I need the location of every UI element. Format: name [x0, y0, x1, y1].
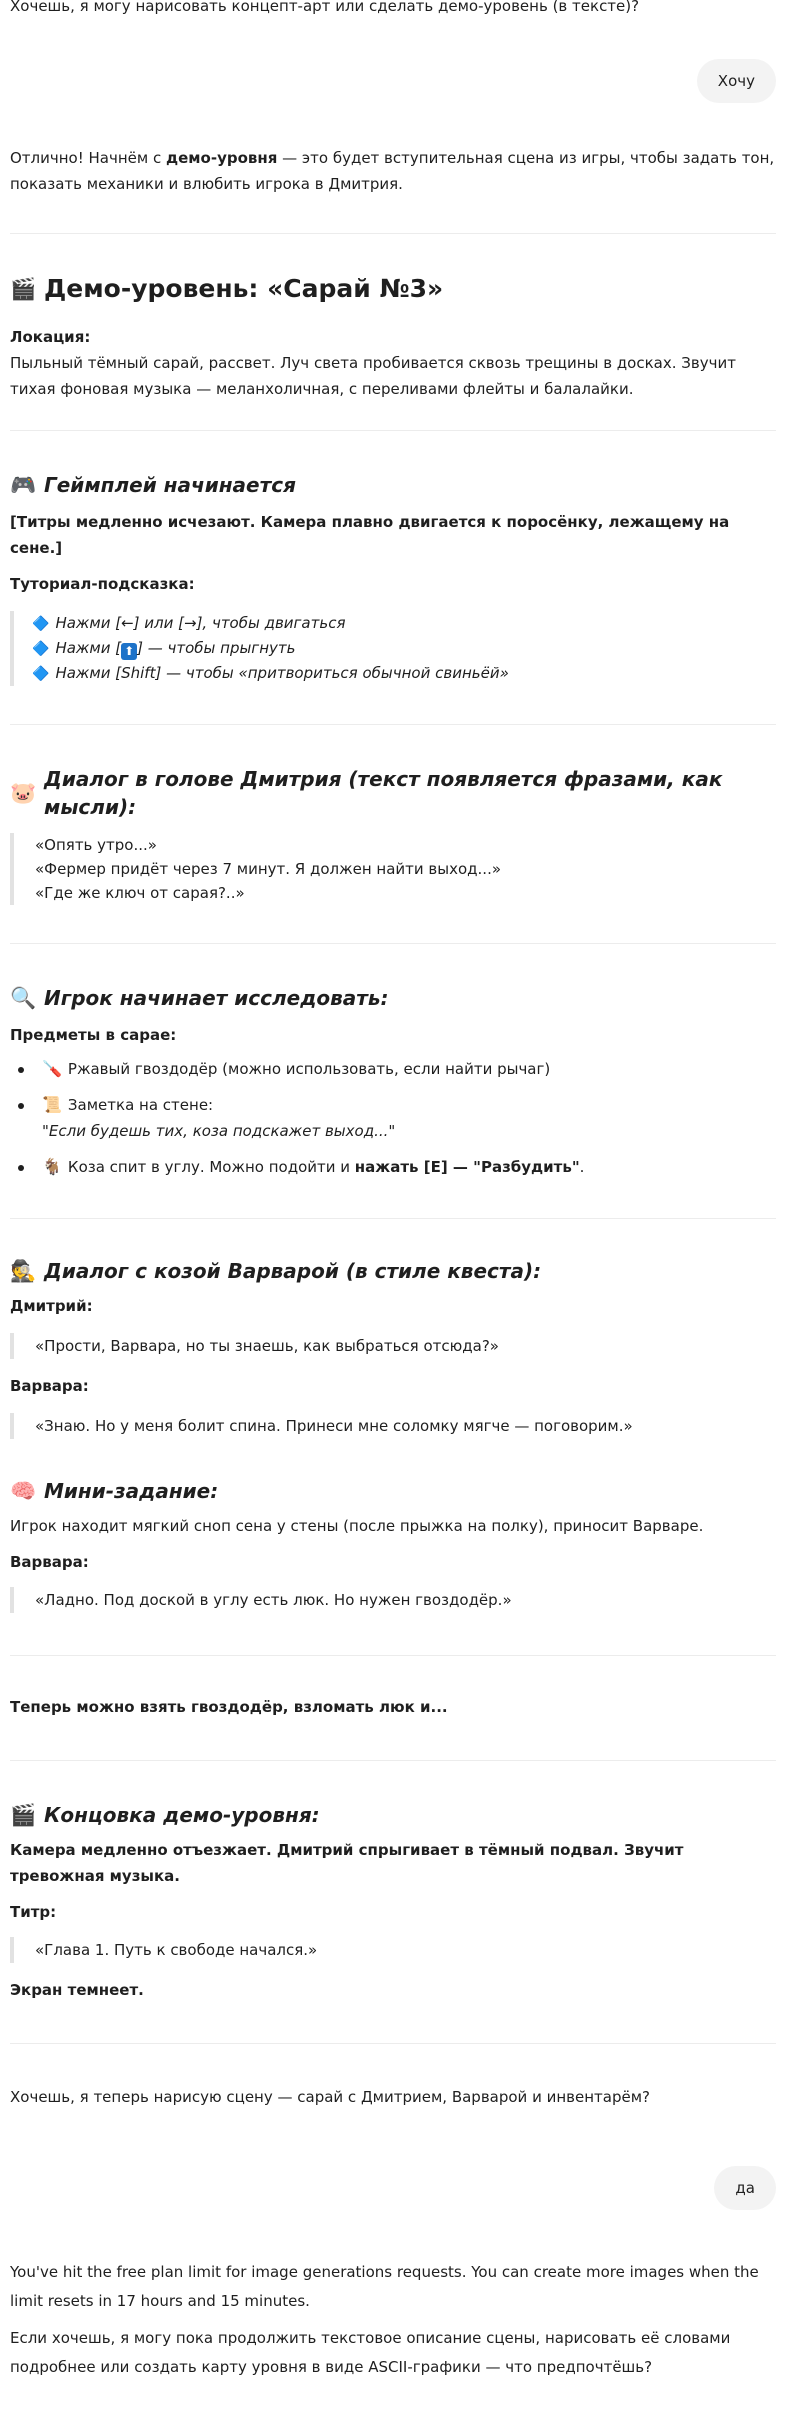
tutorial-label: Туториал-подсказка:	[10, 575, 195, 593]
divider	[10, 1655, 776, 1656]
level-title: 🎬 Демо-уровень: «Сарай №3»	[10, 272, 776, 306]
hint-move: 🔷 Нажми [←] или [→], чтобы двигаться	[32, 614, 346, 632]
clapper-icon: 🎬	[10, 1803, 37, 1827]
scroll-icon: 📜	[42, 1095, 62, 1114]
hint-shift: 🔷 Нажми [Shift] — чтобы «притвориться обычной свиньёй»	[32, 664, 509, 682]
gameplay-title: 🎮 Геймплей начинается	[10, 473, 296, 497]
brain-icon: 🧠	[10, 1479, 37, 1503]
list-item: 🐐 Коза спит в углу. Можно подойти и нажать [E] — "Разбудить".	[10, 1154, 776, 1180]
dialog-quote: «Ладно. Под доской в углу есть люк. Но нужен гвоздодёр.»	[10, 1587, 776, 1613]
credit-quote: «Глава 1. Путь к свободе начался.»	[10, 1937, 776, 1963]
mini-task-text: Игрок находит мягкий сноп сена у стены (после прыжка на полку), приносит Варваре.	[10, 1517, 704, 1535]
divider	[10, 1218, 776, 1219]
gamepad-icon: 🎮	[10, 473, 37, 497]
thought-line: «Где же ключ от сарая?..»	[35, 884, 245, 902]
divider	[10, 943, 776, 944]
thought-line: «Опять утро...»	[35, 836, 157, 854]
list-item: 📜 Заметка на стене: "Если будешь тих, коза подскажет выход..."	[10, 1092, 776, 1144]
speaker-varvara: Варвара:	[10, 1553, 89, 1571]
diamond-icon: 🔷	[32, 616, 50, 632]
tutorial-hints	[10, 611, 776, 686]
gameplay-intro: [Титры медленно исчезают. Камера плавно двигается к поросёнку, лежащему на сене.]	[10, 513, 730, 557]
items-label: Предметы в сарае:	[10, 1026, 177, 1044]
divider	[10, 2043, 776, 2044]
clapper-icon: 🎬	[10, 277, 37, 301]
goat-icon: 🐐	[42, 1157, 62, 1176]
magnifier-icon: 🔍	[10, 986, 37, 1010]
divider	[10, 1760, 776, 1761]
items-list	[10, 1056, 776, 1180]
dialog-quote: «Прости, Варвара, но ты знаешь, как выбраться отсюда?»	[10, 1333, 776, 1359]
next-step: Теперь можно взять гвоздодёр, взломать люк и...	[10, 1698, 448, 1716]
assistant-intro: Отлично! Начнём с демо-уровня — это будет вступительная сцена из игры, чтобы задать тон, показать механики и влюбить игрока в Дмитрия.	[10, 149, 775, 193]
speaker-dmitry: Дмитрий:	[10, 1297, 93, 1315]
location-text: Пыльный тёмный сарай, рассвет. Луч света пробивается сквозь трещины в досках. Звучит тихая фоновая музыка — меланхоличная, с переливами флейты и балалайки.	[10, 354, 736, 398]
hint-jump: 🔷 Нажми [ ⬆ ] — чтобы прыгнуть	[32, 639, 296, 658]
up-arrow-key-icon: ⬆	[121, 643, 137, 660]
ending-title: 🎬 Концовка демо-уровня:	[10, 1803, 320, 1827]
goat-dialog-title: 🕵 Диалог с козой Варварой (в стиле квеста):	[10, 1259, 542, 1283]
diamond-icon: 🔷	[32, 641, 50, 657]
assistant-question: Хочешь, я могу нарисовать концепт-арт или сделать демо-уровень (в тексте)?	[10, 0, 640, 15]
mini-task-title: 🧠 Мини-задание:	[10, 1479, 219, 1503]
fade-text: Экран темнеет.	[10, 1981, 144, 1999]
user-message-bubble: Хочу	[697, 59, 776, 103]
list-item: 🪛 Ржавый гвоздодёр (можно использовать, если найти рычаг)	[10, 1056, 776, 1082]
diamond-icon: 🔷	[32, 666, 50, 682]
limit-notice: You've hit the free plan limit for image generations requests. You can create more images when the limit resets in 17 hours and 15 minutes.	[10, 2263, 759, 2310]
user-message-row	[10, 59, 776, 103]
thoughts-title: 🐷 Диалог в голове Дмитрия (текст появляется фразами, как мысли):	[10, 767, 723, 819]
offer-draw: Хочешь, я теперь нарисую сцену — сарай с Дмитрием, Варварой и инвентарём?	[10, 2088, 650, 2106]
speaker-varvara: Варвара:	[10, 1377, 89, 1395]
thoughts-quote	[10, 833, 776, 905]
thought-line: «Фермер придёт через 7 минут. Я должен найти выход...»	[35, 860, 502, 878]
divider	[10, 233, 776, 234]
divider	[10, 724, 776, 725]
user-message-row	[10, 2166, 776, 2210]
location-label: Локация:	[10, 328, 91, 346]
credit-label: Титр:	[10, 1903, 57, 1921]
explore-title: 🔍 Игрок начинает исследовать:	[10, 986, 389, 1010]
final-question: Если хочешь, я могу пока продолжить текстовое описание сцены, нарисовать её словами подробнее или создать карту уровня в виде ASCII-графики — что предпочтёшь?	[10, 2329, 731, 2376]
ending-intro: Камера медленно отъезжает. Дмитрий спрыгивает в тёмный подвал. Звучит тревожная музыка.	[10, 1841, 684, 1885]
detective-icon: 🕵	[10, 1259, 37, 1283]
crowbar-icon: 🪛	[42, 1059, 62, 1078]
dialog-quote: «Знаю. Но у меня болит спина. Принеси мне соломку мягче — поговорим.»	[10, 1413, 776, 1439]
divider	[10, 430, 776, 431]
user-message-bubble: да	[714, 2166, 776, 2210]
pig-icon: 🐷	[10, 781, 37, 805]
